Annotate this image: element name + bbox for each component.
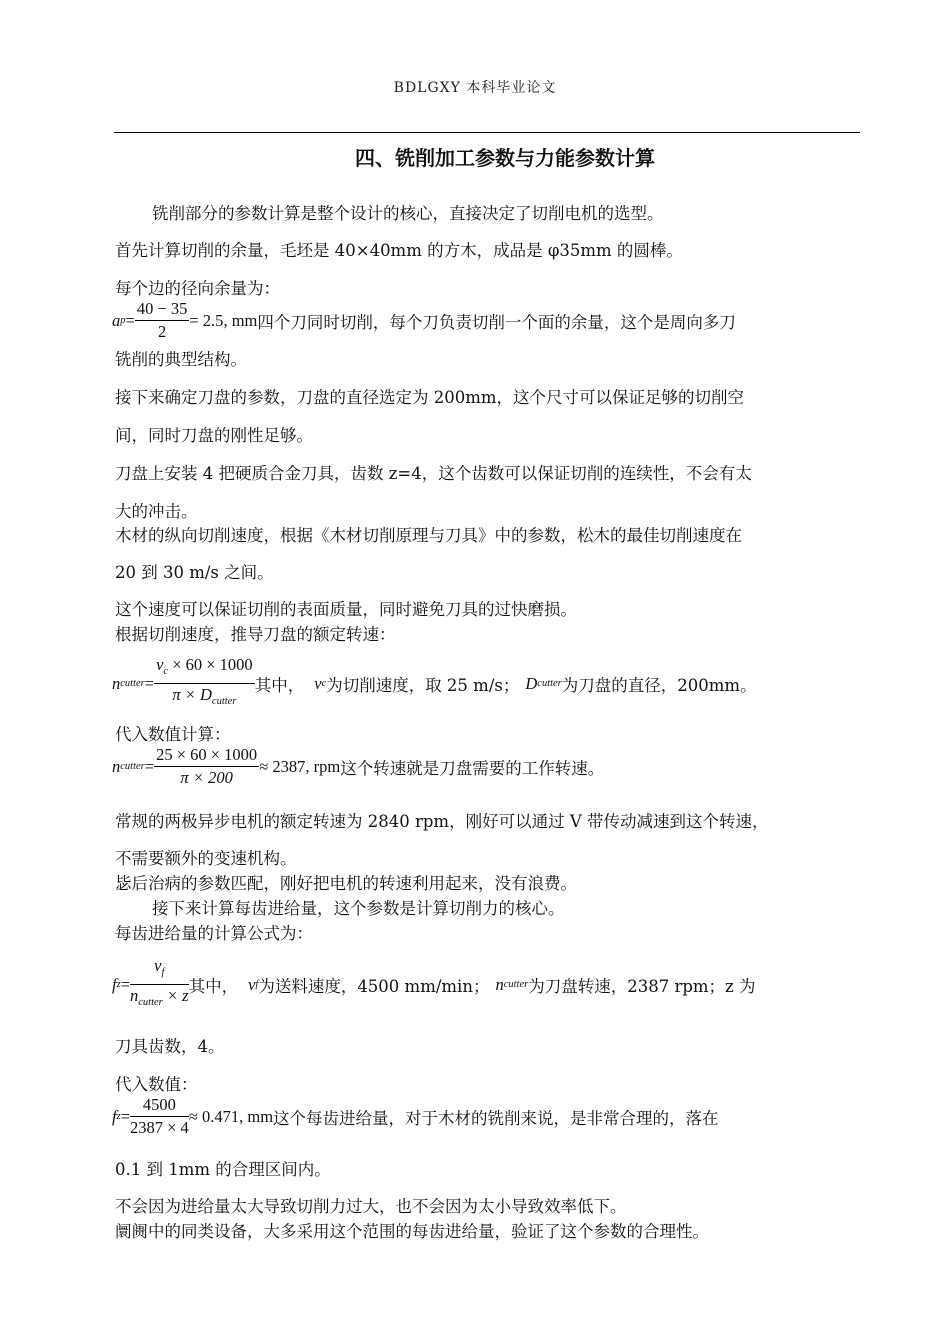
- eq-fzv-equals: =: [120, 1106, 130, 1126]
- equation-fz: [112, 957, 755, 1012]
- paragraph-19: 阛阓中的同类设备，大多采用这个范围的每齿进给量，验证了这个参数的合理性。: [115, 1222, 709, 1241]
- eq-n-lhs-sub: cutter: [120, 678, 145, 689]
- eq-ap-result: = 2.5: [189, 310, 224, 330]
- header-rule: [114, 132, 860, 133]
- paragraph-11b: 不需要额外的变速机构。: [115, 849, 297, 868]
- paragraph-3: 每个边的径向余量为：: [115, 279, 280, 298]
- eq-fz-n: n: [495, 974, 504, 994]
- eq-fzv-fraction: [130, 1096, 189, 1137]
- paragraph-4a: 四个刀同时切削，每个刀负责切削一个面的余量，这个是周向多刀: [257, 312, 736, 332]
- eq-fz-den-n: n: [130, 986, 139, 1005]
- eq-fz-denominator: [130, 985, 189, 1012]
- eq-fzv-lhs: f: [112, 1106, 117, 1126]
- eq-fz-fraction: [130, 957, 189, 1012]
- eq-fzv-denominator: 2387 × 4: [130, 1118, 189, 1137]
- eq-ap-unit: , mm: [223, 310, 258, 330]
- equation-n-cutter: [112, 656, 757, 711]
- eq-fz-v-sub: f: [255, 979, 259, 990]
- paragraph-7a: 木材的纵向切削速度，根据《木材切削原理与刀具》中的参数，松木的最佳切削速度在: [115, 526, 742, 545]
- eq-n-tail-1: 其中，: [254, 675, 305, 695]
- paragraph-18: 不会因为进给量太大导致切削力过大，也不会因为太小导致效率低下。: [115, 1197, 627, 1216]
- eq-fz-n-sub: cutter: [503, 979, 529, 990]
- paragraph-11a: 常规的两极异步电机的额定转速为 2840 rpm，刚好可以通过 V 带传动减速到这个转速，: [115, 812, 769, 831]
- eq-fzv-unit: , mm: [239, 1106, 274, 1126]
- eq-nv-equals: =: [144, 756, 155, 776]
- paragraph-14: 每齿进给量的计算公式为：: [115, 924, 313, 943]
- paragraph-5b: 间，同时刀盘的刚性足够。: [115, 426, 313, 445]
- section-title: 四、铣削加工参数与力能参数计算: [355, 146, 655, 170]
- paragraph-8: 这个速度可以保证切削的表面质量，同时避免刀具的过快磨损。: [115, 600, 577, 619]
- eq-fz-den-n-sub: cutter: [138, 997, 163, 1008]
- paragraph-7b: 20 到 30 m/s 之间。: [115, 563, 274, 582]
- eq-nv-result: ≈ 2387: [259, 756, 306, 776]
- eq-n-d: D: [525, 673, 538, 693]
- paragraph-15: 刀具齿数，4。: [115, 1037, 225, 1056]
- eq-ap-denominator: 2: [157, 322, 167, 341]
- eq-n-equals: =: [144, 673, 155, 693]
- eq-fz-tail-3: 为刀盘转速，2387 rpm；z 为: [528, 976, 756, 996]
- eq-ap-fraction: [135, 300, 190, 341]
- paragraph-17b: 0.1 到 1mm 的合理区间内。: [115, 1160, 331, 1179]
- eq-fz-tail-1: 其中，: [188, 976, 239, 996]
- eq-n-denominator: [154, 684, 255, 711]
- paragraph-10: 代入数值计算：: [115, 725, 231, 744]
- paragraph-12: 毖后治病的参数匹配，刚好把电机的转速利用起来，没有浪费。: [115, 874, 577, 893]
- running-header: BDLGXY 本科毕业论文: [393, 80, 557, 96]
- eq-fzv-lhs-sub: z: [116, 1111, 121, 1122]
- eq-nv-numerator: 25 × 60 × 1000: [154, 746, 259, 767]
- eq-n-v-sub: c: [321, 678, 327, 689]
- equation-ap: [112, 300, 736, 341]
- eq-n-den-d: D: [199, 685, 212, 704]
- eq-fzv-numerator: 4500: [130, 1096, 189, 1117]
- eq-fz-tail-2: 为送料速度，4500 mm/min；: [258, 976, 490, 996]
- eq-n-tail-2: 为切削速度，取 25 m/s；: [326, 675, 520, 695]
- paragraph-13: 接下来计算每齿进给量，这个参数是计算切削力的核心。: [152, 899, 565, 918]
- paragraph-17a: 这个每齿进给量，对于木材的铣削来说，是非常合理的，落在: [273, 1108, 719, 1128]
- eq-n-tail-3: 为刀盘的直径，200mm。: [561, 675, 757, 695]
- eq-fz-equals: =: [120, 974, 130, 994]
- paragraph-1: 铣削部分的参数计算是整个设计的核心，直接决定了切削电机的选型。: [152, 204, 664, 223]
- eq-nv-denominator: π × 200: [180, 768, 233, 787]
- eq-fz-lhs: f: [112, 974, 117, 994]
- eq-n-num-v: v: [156, 655, 164, 674]
- eq-fz-num-v-sub: f: [161, 967, 165, 978]
- eq-n-v: v: [314, 673, 322, 693]
- paragraph-5a: 接下来确定刀盘的参数，刀盘的直径选定为 200mm，这个尺寸可以保证足够的切削空: [115, 388, 745, 407]
- eq-n-den-d-sub: cutter: [211, 696, 237, 707]
- eq-n-num-v-sub: c: [163, 666, 169, 677]
- eq-nv-unit: , rpm: [305, 756, 341, 776]
- equation-fz-value: [112, 1096, 719, 1137]
- paragraph-4b: 铣削的典型结构。: [115, 350, 247, 369]
- eq-nv-lhs-sub: cutter: [120, 761, 145, 772]
- eq-n-fraction: [154, 656, 255, 711]
- eq-fz-v: v: [248, 974, 256, 994]
- paragraph-6b: 大的冲击。: [115, 502, 198, 521]
- eq-nv-tail: 这个转速就是刀盘需要的工作转速。: [340, 758, 605, 778]
- eq-ap-lhs-sub: p: [120, 315, 126, 326]
- eq-fz-lhs-sub: z: [116, 979, 121, 990]
- eq-nv-fraction: [154, 746, 259, 787]
- eq-fz-den-rest: × z: [162, 986, 189, 1005]
- eq-ap-equals: =: [125, 310, 135, 330]
- eq-ap-numerator: 40 − 35: [135, 300, 190, 321]
- eq-n-numerator: [154, 656, 255, 684]
- eq-ap-lhs: a: [112, 310, 121, 330]
- eq-n-num-rest: × 60 × 1000: [172, 655, 253, 674]
- paragraph-6a: 刀盘上安装 4 把硬质合金刀具，齿数 z=4，这个齿数可以保证切削的连续性，不会有太: [115, 464, 752, 483]
- paragraph-2: 首先计算切削的余量，毛坯是 40×40mm 的方木，成品是 φ35mm 的圆棒。: [115, 241, 683, 260]
- eq-n-d-sub: cutter: [537, 678, 562, 689]
- eq-fz-num-v: v: [154, 956, 162, 975]
- eq-fz-numerator: [130, 957, 189, 985]
- eq-n-den-pi: π ×: [172, 685, 200, 704]
- eq-fzv-result: ≈ 0.471: [188, 1106, 240, 1126]
- eq-n-lhs: n: [112, 673, 121, 693]
- paragraph-16: 代入数值：: [115, 1075, 198, 1094]
- paragraph-9: 根据切削速度，推导刀盘的额定转速：: [115, 625, 396, 644]
- eq-nv-lhs: n: [112, 756, 121, 776]
- equation-n-value: [112, 746, 604, 787]
